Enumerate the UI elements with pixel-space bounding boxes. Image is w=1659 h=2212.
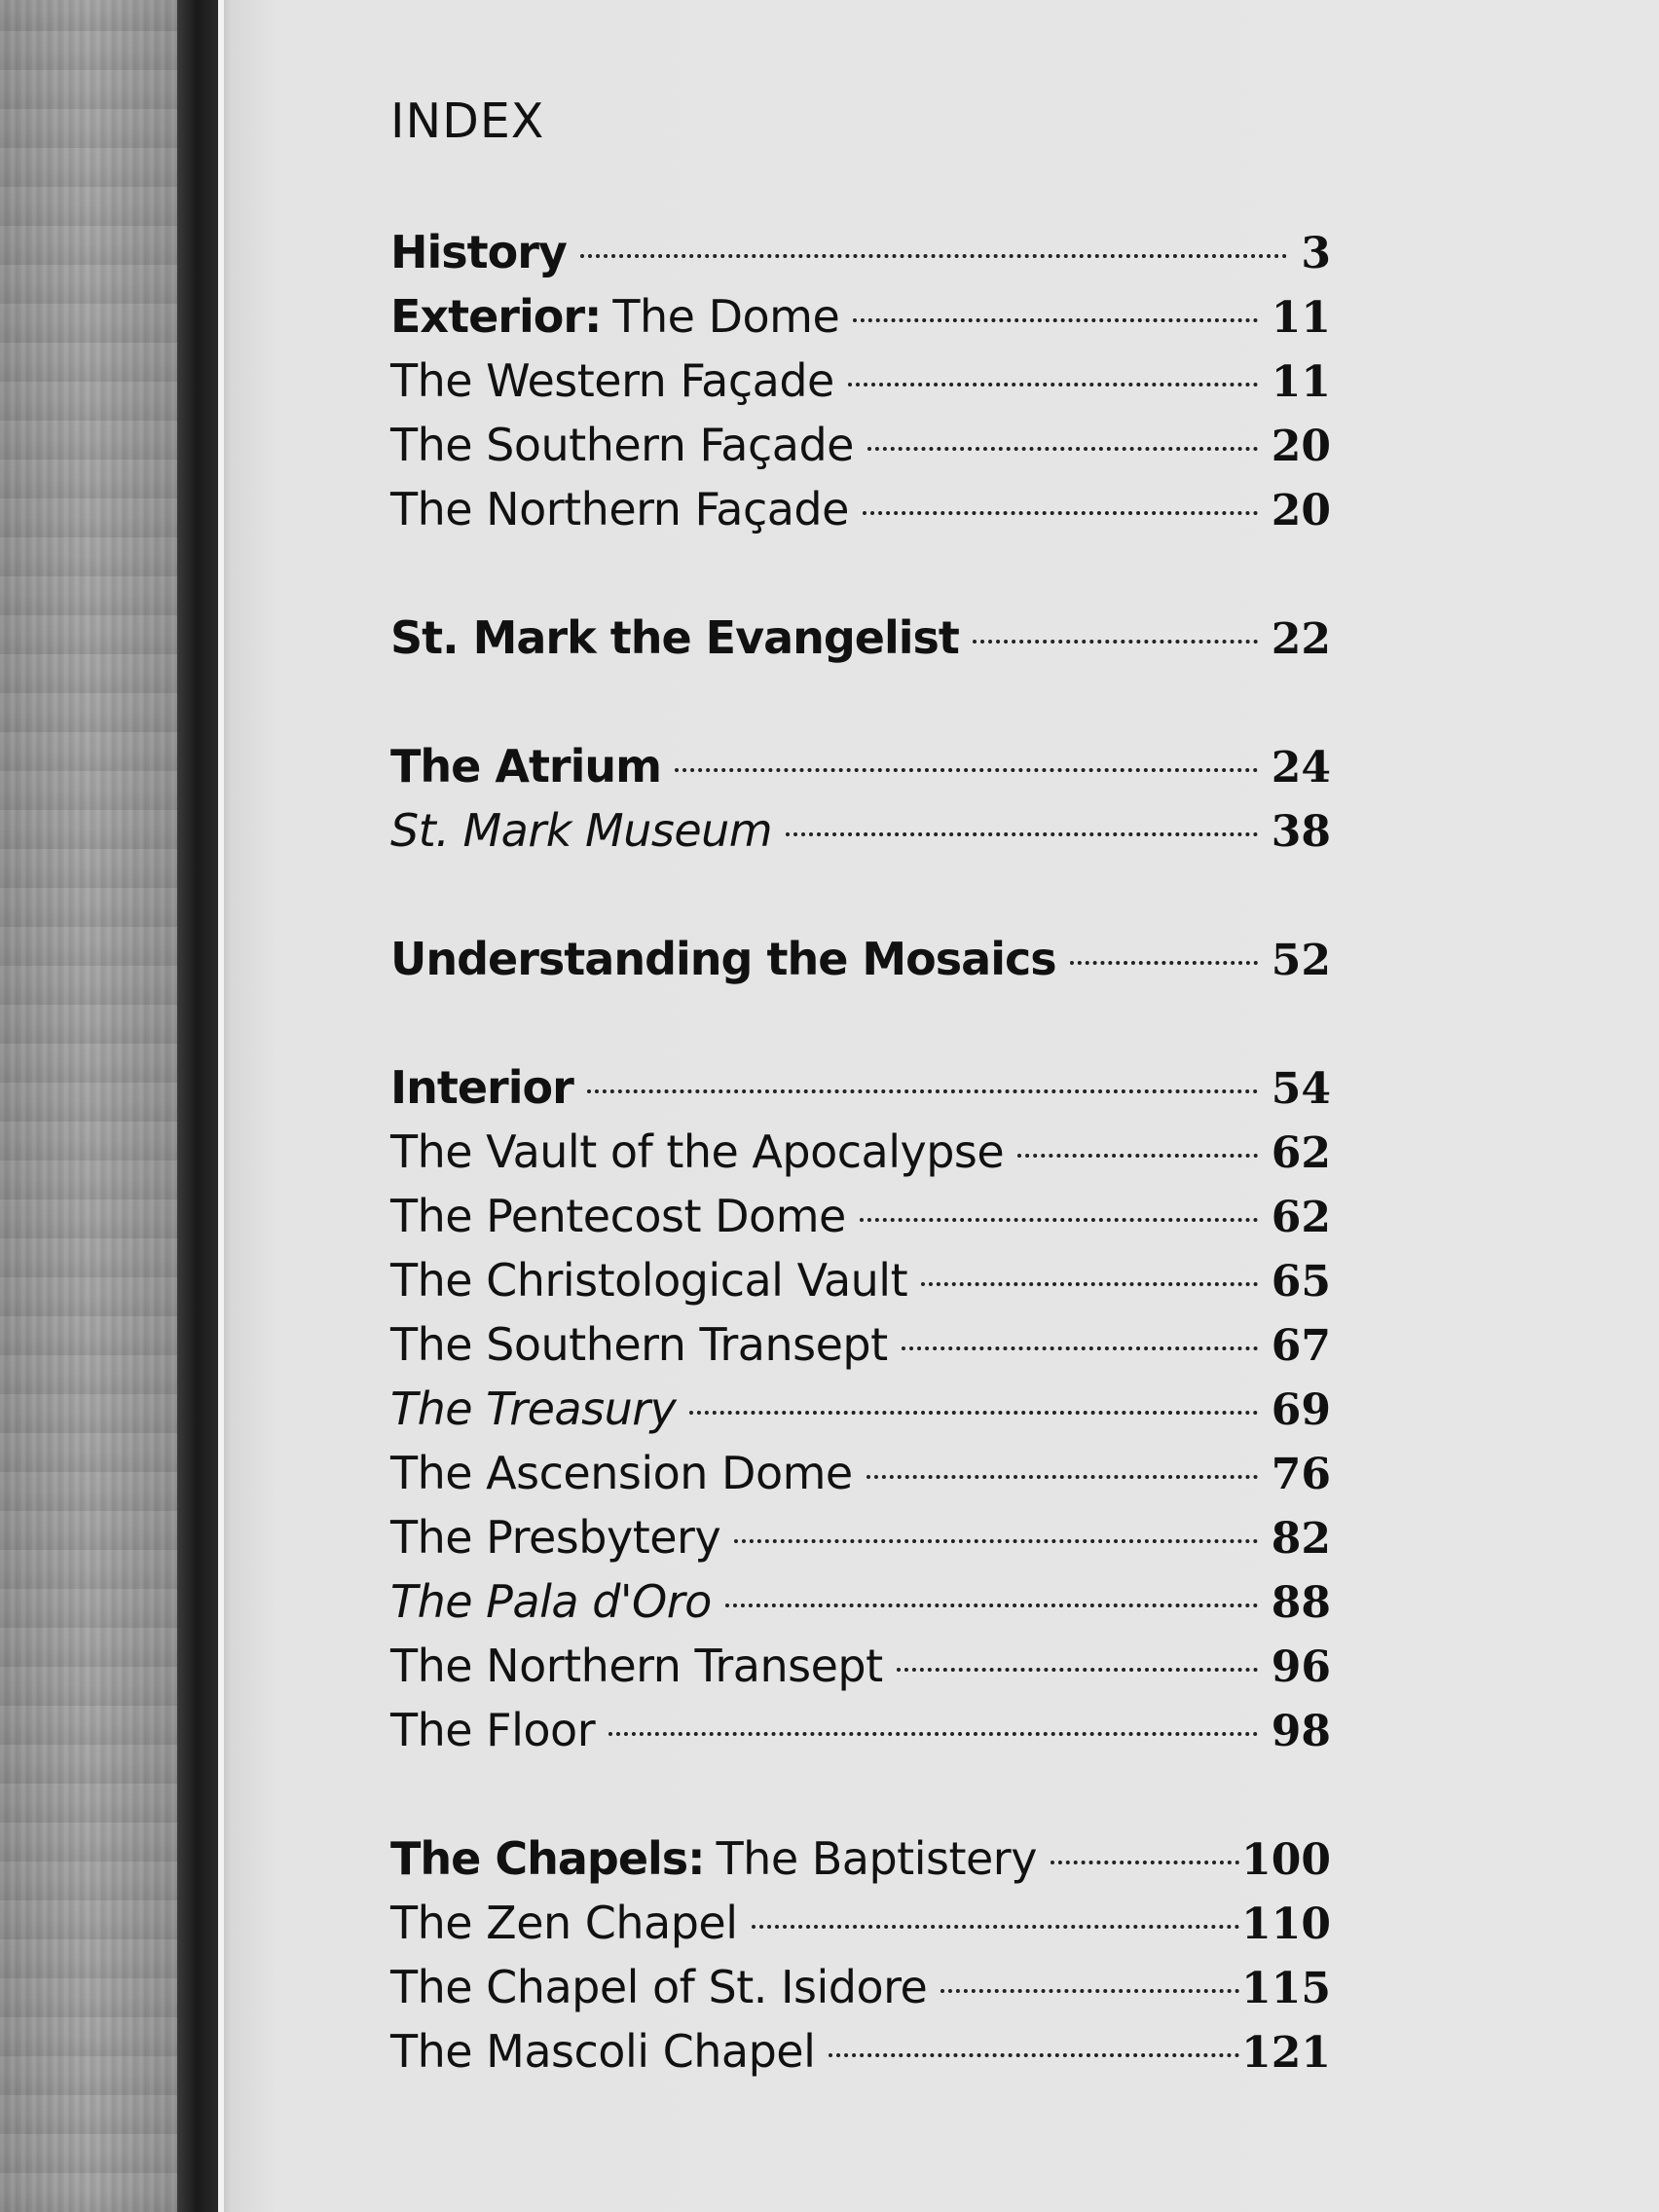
toc-entry	[390, 1441, 1331, 1505]
entry-page-number: 54	[1271, 1064, 1331, 1114]
entry-bold-label: The Chapels:	[390, 1832, 705, 1885]
toc-entry	[390, 1569, 1331, 1634]
toc-entry	[390, 349, 1331, 413]
toc-entry	[390, 1312, 1331, 1377]
dot-leader	[848, 383, 1258, 387]
entry-page-number: 96	[1271, 1642, 1331, 1692]
entry-label: The Vault of the Apocalypse	[390, 1125, 1005, 1178]
entry-page-number: 82	[1271, 1514, 1331, 1564]
dot-leader	[752, 1925, 1240, 1929]
entry-page-number: 121	[1241, 2028, 1331, 2078]
dot-leader	[689, 1411, 1257, 1415]
toc-entry	[390, 1826, 1331, 1891]
entry-label: The Mascoli Chapel	[390, 2025, 816, 2078]
entry-page-number: 3	[1301, 229, 1331, 278]
entry-label: The Northern Transept	[390, 1640, 883, 1692]
entry-page-number: 24	[1271, 743, 1331, 793]
toc-entry	[390, 1698, 1331, 1762]
toc-entry	[390, 284, 1331, 349]
entry-bold-label: Interior	[390, 1061, 573, 1114]
dot-leader	[608, 1732, 1258, 1736]
entry-page-number: 38	[1271, 807, 1331, 857]
entry-page-number: 67	[1271, 1321, 1331, 1371]
toc-entry	[390, 477, 1331, 541]
entry-page-number: 110	[1241, 1899, 1331, 1949]
dot-leader	[1017, 1154, 1258, 1158]
entry-label: The Zen Chapel	[390, 1897, 738, 1949]
entry-page-number: 100	[1241, 1835, 1331, 1885]
toc-entry	[390, 1184, 1331, 1248]
section-gap	[390, 541, 1331, 606]
entry-label: The Floor	[390, 1704, 596, 1756]
toc-entry	[390, 927, 1331, 991]
dot-leader	[863, 511, 1258, 515]
entry-page-number: 22	[1271, 614, 1331, 664]
toc-entry	[390, 1055, 1331, 1120]
toc-entry	[390, 1248, 1331, 1312]
entry-page-number: 11	[1271, 293, 1331, 343]
toc-entry	[390, 798, 1331, 863]
dot-leader	[973, 640, 1258, 644]
toc-entry	[390, 1955, 1331, 2019]
dot-leader	[866, 1475, 1258, 1479]
entry-page-number: 11	[1271, 357, 1331, 407]
entry-bold-label: The Atrium	[390, 740, 662, 793]
section-gap	[390, 863, 1331, 927]
dot-leader	[853, 318, 1257, 322]
dot-leader	[1070, 961, 1258, 965]
entry-label: The Southern Façade	[390, 419, 854, 471]
entry-label: The Presbytery	[390, 1511, 721, 1564]
entry-bold-label: Exterior:	[390, 290, 602, 343]
entry-page-number: 62	[1271, 1193, 1331, 1242]
entry-label: The Baptistery	[716, 1832, 1037, 1885]
entry-page-number: 115	[1241, 1964, 1331, 2013]
toc-entry	[390, 734, 1331, 798]
toc-entry	[390, 413, 1331, 477]
dot-leader	[940, 1989, 1239, 1993]
book-spine	[177, 0, 220, 2212]
toc-entry	[390, 1634, 1331, 1698]
toc-entry	[390, 220, 1331, 284]
entry-page-number: 20	[1271, 422, 1331, 471]
dot-leader	[897, 1668, 1258, 1672]
entry-label: The Chapel of St. Isidore	[390, 1961, 928, 2013]
dot-leader	[587, 1089, 1258, 1093]
entry-label: The Pentecost Dome	[390, 1190, 846, 1242]
toc-entry	[390, 1505, 1331, 1569]
section-gap	[390, 670, 1331, 734]
toc-entry	[390, 1377, 1331, 1441]
table-of-contents	[390, 220, 1331, 2083]
dot-leader	[921, 1282, 1258, 1286]
section-gap	[390, 1762, 1331, 1826]
entry-label: The Dome	[612, 290, 840, 343]
entry-page-number: 52	[1271, 936, 1331, 985]
entry-page-number: 88	[1271, 1578, 1331, 1628]
entry-label: The Pala d'Oro	[390, 1575, 712, 1628]
wooden-surface	[0, 0, 200, 2212]
entry-bold-label: History	[390, 226, 567, 278]
section-gap	[390, 991, 1331, 1055]
toc-entry	[390, 1120, 1331, 1184]
dot-leader	[1051, 1861, 1239, 1864]
entry-page-number: 98	[1271, 1707, 1331, 1756]
entry-label: The Western Façade	[390, 354, 834, 407]
entry-page-number: 76	[1271, 1450, 1331, 1499]
page-title: INDEX	[390, 93, 545, 149]
dot-leader	[860, 1218, 1258, 1222]
dot-leader	[786, 832, 1258, 836]
entry-label: The Ascension Dome	[390, 1447, 853, 1499]
dot-leader	[675, 768, 1258, 772]
entry-bold-label: St. Mark the Evangelist	[390, 611, 959, 664]
entry-label: The Christological Vault	[390, 1254, 908, 1307]
toc-entry	[390, 2019, 1331, 2083]
entry-page-number: 69	[1271, 1385, 1331, 1435]
entry-page-number: 65	[1271, 1257, 1331, 1307]
entry-bold-label: Understanding the Mosaics	[390, 933, 1056, 985]
page-edge	[218, 0, 224, 2212]
dot-leader	[580, 254, 1287, 258]
entry-page-number: 20	[1271, 486, 1331, 535]
dot-leader	[734, 1539, 1258, 1543]
dot-leader	[902, 1346, 1258, 1350]
entry-label: St. Mark Museum	[390, 804, 773, 857]
dot-leader	[867, 447, 1258, 451]
entry-page-number: 62	[1271, 1128, 1331, 1178]
entry-label: The Treasury	[390, 1382, 677, 1435]
toc-entry	[390, 606, 1331, 670]
toc-entry	[390, 1891, 1331, 1955]
dot-leader	[829, 2053, 1239, 2057]
dot-leader	[725, 1604, 1258, 1607]
entry-label: The Northern Façade	[390, 483, 849, 535]
entry-label: The Southern Transept	[390, 1318, 888, 1371]
